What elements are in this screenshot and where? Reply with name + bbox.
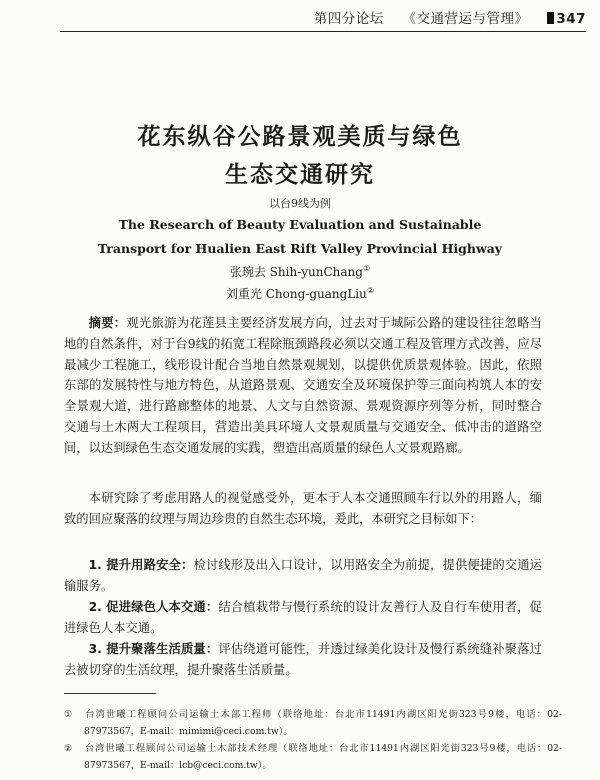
abstract-paragraph	[64, 313, 542, 459]
footnote-text: 台湾世曦工程顾问公司运输土木部技术经理（联络地址：台北市11491内湖区阳光街323号9楼，电话：02-87973567，E-mail：lcb@ceci.com.tw）。	[84, 743, 562, 771]
footnote-mark: ①	[64, 709, 73, 720]
author-2	[0, 285, 600, 302]
footnote-mark: ②	[64, 743, 73, 754]
goal-text: 评估绕道可能性，并透过绿美化设计及慢行系统缝补聚落过去被切穿的生活纹理，提升聚落生活质量。	[64, 642, 542, 677]
footnote-2	[64, 741, 562, 774]
header-rule	[60, 31, 586, 32]
footnote-rule	[64, 693, 156, 694]
section-label: 第四分论坛	[313, 11, 384, 27]
author-name: 刘重光 Chong-guangLiu	[225, 287, 367, 301]
goal-item-1	[64, 555, 542, 597]
author-name: 张琬去 Shih-yunChang	[229, 265, 363, 279]
footnote-marker[interactable]: ①	[362, 264, 371, 273]
goal-text: 检讨线形及出入口设计，以用路安全为前提，提供便捷的交通运输服务。	[64, 558, 542, 593]
goal-label: 2. 促进绿色人本交通：	[88, 600, 219, 614]
footnote-1	[64, 707, 562, 740]
goal-text: 结合植栽带与慢行系统的设计友善行人及自行车使用者，促进绿色人本交通。	[64, 600, 542, 635]
paper-title-line-2: 生态交通研究	[225, 162, 375, 188]
abstract-label: 摘要：	[88, 316, 127, 330]
abstract-text: 观光旅游为花莲县主要经济发展方向，过去对于城际公路的建设往往忽略当地的自然条件，对于台9线的拓宽工程除瓶颈路段必须以交通工程及管理方式改善，应尽最减少工程施工，线形设计配合当地自然景观规划，以提供优质景观体验。因此，依照东部的发展特性与地方特色，从道路景观、交通安全及环境保护等三面向构筑人本的安全景观大道，进行路廊整体的地景、人文与自然资源、景观资源序列等分析，同时整合交通与土木两大工程项目，营造出美具环境人文景观质量与交通安全、低冲击的道路空间，以达到绿色生态交通发展的实践，塑造出高质量的绿色人文景观路廊。	[64, 316, 542, 455]
goal-label: 3. 提升聚落生活质量：	[88, 642, 219, 656]
goal-item-3	[64, 639, 542, 681]
author-1	[0, 263, 600, 280]
goal-item-2	[64, 597, 542, 639]
goal-label: 1. 提升用路安全：	[88, 558, 194, 572]
english-title-line-2: Transport for Hualien East Rift Valley Provincial Highway	[97, 241, 503, 256]
intro-paragraph: 本研究除了考虑用路人的视觉感受外，更本于人本交通照顾车行以外的用路人，缅致的回应聚落的纹理与周边珍贵的自然生态环境，爰此，本研究之目标如下：	[64, 491, 542, 526]
running-header	[0, 0, 600, 30]
paper-title-line-1: 花东纵谷公路景观美质与绿色	[137, 124, 463, 150]
english-title-line-1: The Research of Beauty Evaluation and Sustainable	[118, 217, 482, 232]
footnote-text: 台湾世曦工程顾问公司运输土木部工程师（联络地址：台北市11491内湖区阳光街323号9楼，电话：02-87973567，E-mail：mimimi@ceci.com.tw）。	[84, 709, 562, 737]
paper-subtitle: 以台9线为例	[269, 197, 331, 210]
page-number: 347	[547, 11, 586, 27]
footnote-marker[interactable]: ②	[366, 286, 375, 295]
journal-name: 《交通营运与管理》	[402, 11, 529, 27]
